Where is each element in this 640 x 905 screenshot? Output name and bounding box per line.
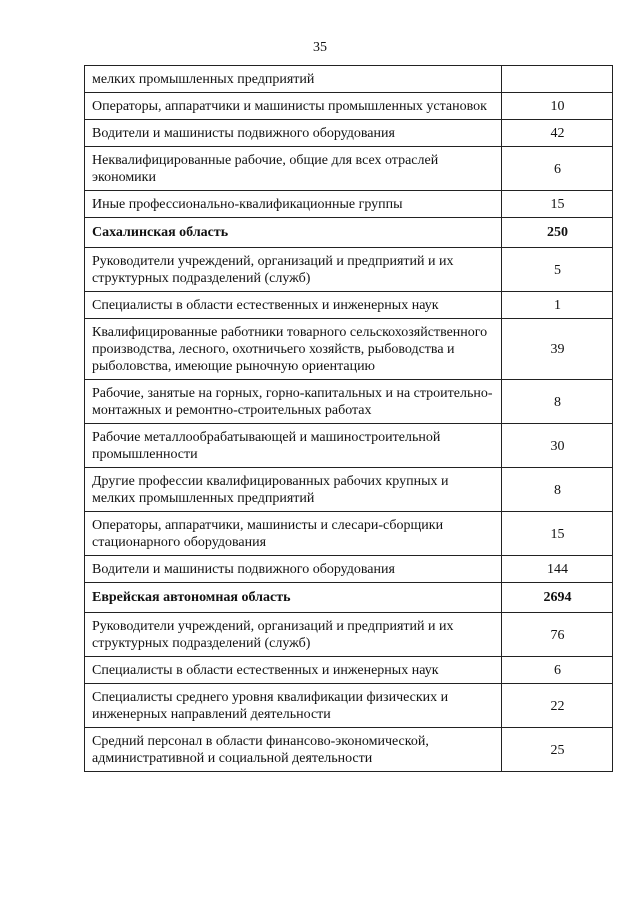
region-name: Сахалинская область (85, 218, 502, 248)
profession-name: Операторы, аппаратчики и машинисты промышленных установок (85, 93, 502, 120)
profession-name: Руководители учреждений, организаций и предприятий и их структурных подразделений (служб) (85, 248, 502, 292)
profession-name: Средний персонал в области финансово-экономической, административной и социальной деятельности (85, 728, 502, 772)
region-row (85, 218, 613, 248)
profession-count: 1 (502, 292, 613, 319)
profession-table (84, 65, 613, 772)
table-row (85, 191, 613, 218)
table-row (85, 468, 613, 512)
profession-name: Квалифицированные работники товарного сельскохозяйственного производства, лесного, охотничьего хозяйств, рыбоводства и рыболовства, имеющие рыночную ориентацию (85, 319, 502, 380)
profession-name: Водители и машинисты подвижного оборудования (85, 120, 502, 147)
region-total: 250 (502, 218, 613, 248)
profession-count: 30 (502, 424, 613, 468)
table-row (85, 424, 613, 468)
profession-count: 39 (502, 319, 613, 380)
profession-name: Специалисты в области естественных и инженерных наук (85, 292, 502, 319)
region-name: Еврейская автономная область (85, 583, 502, 613)
profession-name: Неквалифицированные рабочие, общие для всех отраслей экономики (85, 147, 502, 191)
profession-count: 6 (502, 147, 613, 191)
table-row (85, 556, 613, 583)
profession-count: 8 (502, 468, 613, 512)
profession-count: 15 (502, 512, 613, 556)
profession-count: 76 (502, 613, 613, 657)
page-number: 35 (313, 40, 327, 55)
profession-name: мелких промышленных предприятий (85, 66, 502, 93)
table-row (85, 684, 613, 728)
table-row (85, 319, 613, 380)
profession-count: 8 (502, 380, 613, 424)
region-total: 2694 (502, 583, 613, 613)
profession-count: 25 (502, 728, 613, 772)
profession-name: Специалисты среднего уровня квалификации физических и инженерных направлений деятельности (85, 684, 502, 728)
profession-name: Другие профессии квалифицированных рабочих крупных и мелких промышленных предприятий (85, 468, 502, 512)
profession-count: 22 (502, 684, 613, 728)
table-row (85, 120, 613, 147)
profession-count: 144 (502, 556, 613, 583)
table-row (85, 147, 613, 191)
table-row (85, 93, 613, 120)
table-row (85, 380, 613, 424)
profession-name: Иные профессионально-квалификационные группы (85, 191, 502, 218)
profession-name: Специалисты в области естественных и инженерных наук (85, 657, 502, 684)
profession-name: Руководители учреждений, организаций и предприятий и их структурных подразделений (служб) (85, 613, 502, 657)
profession-name: Операторы, аппаратчики, машинисты и слесари-сборщики стационарного оборудования (85, 512, 502, 556)
profession-count: 42 (502, 120, 613, 147)
table-row (85, 728, 613, 772)
table-row (85, 292, 613, 319)
profession-name: Рабочие металлообрабатывающей и машиностроительной промышленности (85, 424, 502, 468)
profession-count: 5 (502, 248, 613, 292)
table-row (85, 512, 613, 556)
table-row (85, 613, 613, 657)
profession-name: Водители и машинисты подвижного оборудования (85, 556, 502, 583)
profession-count: 10 (502, 93, 613, 120)
profession-count: 6 (502, 657, 613, 684)
profession-name: Рабочие, занятые на горных, горно-капитальных и на строительно-монтажных и ремонтно-строительных работах (85, 380, 502, 424)
profession-count (502, 66, 613, 93)
table-row (85, 657, 613, 684)
profession-count: 15 (502, 191, 613, 218)
table-row (85, 248, 613, 292)
region-row (85, 583, 613, 613)
table-row (85, 66, 613, 93)
